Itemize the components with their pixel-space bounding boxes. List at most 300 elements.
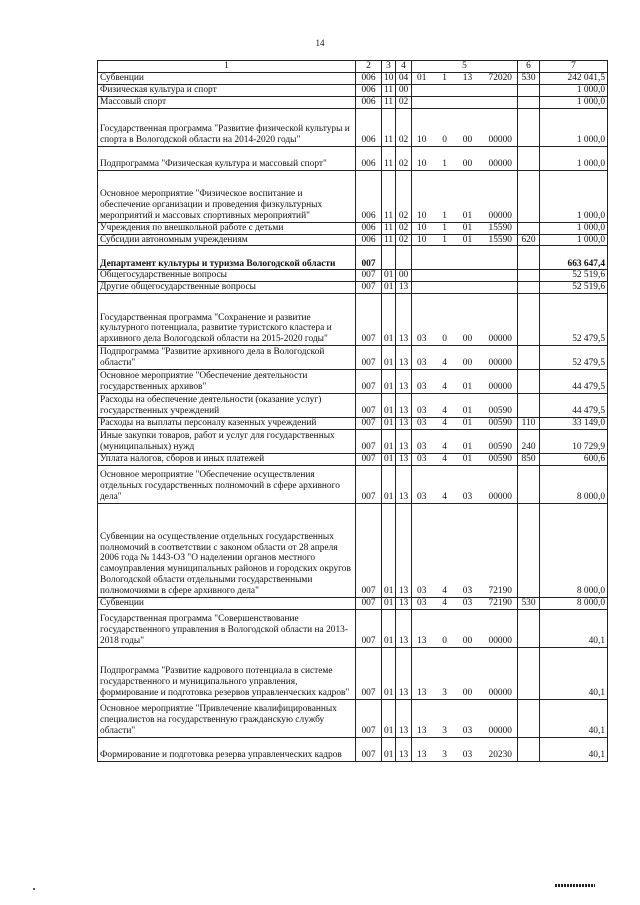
csr-part: 00	[462, 636, 473, 647]
subsection-code: 02	[396, 96, 412, 108]
csr-part: 00590	[488, 454, 512, 465]
amount: 52 519,6	[540, 282, 608, 294]
table-row	[98, 737, 608, 761]
subsection-code: 13	[396, 466, 412, 504]
csr-part: 00000	[488, 636, 512, 647]
row-name: Уплата налогов, сборов и иных платежей	[98, 454, 356, 466]
expense-type-code	[518, 170, 540, 222]
table-row	[98, 466, 608, 504]
target-article-parts	[414, 586, 515, 597]
csr-part: 01	[462, 418, 473, 429]
subsection-code: 00	[396, 270, 412, 282]
ved-code: 006	[356, 84, 382, 96]
section-code: 01	[382, 699, 396, 737]
csr-part: 00000	[488, 492, 512, 503]
row-name: Государственная программа "Развитие физической культуры и спорта в Вологодской области на 2014-2020 годы"	[98, 108, 356, 146]
csr-part: 00000	[488, 210, 512, 221]
csr-part: 03	[417, 418, 427, 429]
section-code: 11	[382, 222, 396, 234]
subsection-code: 13	[396, 609, 412, 647]
csr-part: 03	[417, 454, 427, 465]
section-code: 01	[382, 430, 396, 454]
csr-part: 13	[417, 750, 427, 761]
expense-type-code	[518, 370, 540, 394]
expense-type-code	[518, 394, 540, 418]
target-article-parts	[414, 442, 515, 453]
ved-code: 007	[356, 454, 382, 466]
subsection-code: 02	[396, 222, 412, 234]
ved-code: 007	[356, 246, 382, 270]
table-row	[98, 170, 608, 222]
expense-type-code	[518, 466, 540, 504]
amount: 8 000,0	[540, 504, 608, 598]
target-article-parts	[414, 358, 515, 369]
target-article-parts	[414, 382, 515, 393]
csr-part: 1	[442, 158, 447, 169]
csr-part: 15590	[488, 234, 512, 245]
row-name: Формирование и подготовка резерва управленческих кадров	[98, 737, 356, 761]
ved-code: 006	[356, 108, 382, 146]
amount: 8 000,0	[540, 466, 608, 504]
csr-part: 01	[417, 72, 427, 83]
csr-part: 4	[442, 586, 447, 597]
row-name: Основное мероприятие "Обеспечение осуществления отдельных государственных полномочий в сфере архивного дела"	[98, 466, 356, 504]
amount: 52 519,6	[540, 270, 608, 282]
subsection-code: 04	[396, 72, 412, 84]
section-code: 01	[382, 466, 396, 504]
csr-part: 00	[462, 134, 473, 145]
row-name: Общегосударственные вопросы	[98, 270, 356, 282]
csr-part: 03	[417, 586, 427, 597]
ved-code: 007	[356, 647, 382, 699]
expense-type-code	[518, 294, 540, 346]
ved-code: 006	[356, 146, 382, 170]
row-name: Физическая культура и спорт	[98, 84, 356, 96]
amount: 10 729,9	[540, 430, 608, 454]
section-code: 01	[382, 282, 396, 294]
target-article-code	[412, 430, 518, 454]
expense-type-code	[518, 146, 540, 170]
csr-part: 3	[442, 688, 447, 699]
target-article-code	[412, 504, 518, 598]
section-code: 11	[382, 170, 396, 222]
csr-part: 13	[462, 72, 473, 83]
header-cell: 6	[518, 61, 540, 73]
target-article-parts	[414, 159, 515, 170]
target-article-code	[412, 647, 518, 699]
scan-barcode-mark	[555, 884, 595, 887]
subsection-code: 02	[396, 146, 412, 170]
table-row	[98, 699, 608, 737]
csr-part: 00000	[488, 358, 512, 369]
table-row	[98, 598, 608, 610]
csr-part: 00	[462, 334, 473, 345]
csr-part: 01	[462, 442, 473, 453]
expense-type-code	[518, 246, 540, 270]
header-cell: 3	[382, 61, 396, 73]
row-name: Иные закупки товаров, работ и услуг для государственных (муниципальных) нужд	[98, 430, 356, 454]
csr-part: 13	[417, 688, 427, 699]
subsection-code: 13	[396, 647, 412, 699]
subsection-code: 02	[396, 234, 412, 246]
ved-code: 007	[356, 370, 382, 394]
subsection-code: 13	[396, 418, 412, 430]
ved-code: 007	[356, 598, 382, 610]
table-row	[98, 609, 608, 647]
target-article-code	[412, 72, 518, 84]
subsection-code: 13	[396, 294, 412, 346]
table-row	[98, 146, 608, 170]
csr-part: 00590	[488, 442, 512, 453]
row-name: Учреждения по внешкольной работе с детьми	[98, 222, 356, 234]
amount: 1 000,0	[540, 146, 608, 170]
target-article-parts	[414, 406, 515, 417]
ved-code: 007	[356, 466, 382, 504]
ved-code: 006	[356, 234, 382, 246]
target-article-code	[412, 96, 518, 108]
section-code: 01	[382, 418, 396, 430]
csr-part: 03	[462, 586, 473, 597]
row-name: Субвенции на осуществление отдельных государственных полномочий в соответствии с законом области от 28 апреля 2006 года № 1443-ОЗ "О наделении органов местного самоуправления муниципальных районов и городских округов Вологодской области отдельными государственными полномочиями в сфере архивного дела"	[98, 504, 356, 598]
section-code: 01	[382, 504, 396, 598]
section-code: 11	[382, 146, 396, 170]
expense-type-code	[518, 647, 540, 699]
csr-part: 13	[417, 726, 427, 737]
section-code: 01	[382, 598, 396, 610]
row-name: Массовый спорт	[98, 96, 356, 108]
csr-part: 4	[442, 454, 447, 465]
csr-part: 00000	[488, 334, 512, 345]
csr-part: 00000	[488, 158, 512, 169]
amount: 33 149,0	[540, 418, 608, 430]
target-article-code	[412, 699, 518, 737]
target-article-code	[412, 418, 518, 430]
ved-code: 007	[356, 282, 382, 294]
csr-part: 13	[417, 636, 427, 647]
expense-type-code: 530	[518, 598, 540, 610]
table-row	[98, 282, 608, 294]
amount: 242 041,5	[540, 72, 608, 84]
target-article-code	[412, 246, 518, 270]
table-row	[98, 234, 608, 246]
subsection-code: 13	[396, 737, 412, 761]
subsection-code	[396, 246, 412, 270]
header-cell: 1	[98, 61, 356, 73]
subsection-code: 13	[396, 598, 412, 610]
csr-part: 00	[462, 158, 473, 169]
target-article-code	[412, 108, 518, 146]
table-row	[98, 108, 608, 146]
table-row	[98, 394, 608, 418]
scan-dot	[33, 888, 35, 890]
target-article-parts	[414, 73, 515, 84]
target-article-code	[412, 346, 518, 370]
section-code: 01	[382, 346, 396, 370]
subsection-code: 13	[396, 394, 412, 418]
amount: 1 000,0	[540, 108, 608, 146]
csr-part: 1	[442, 234, 447, 245]
csr-part: 00590	[488, 418, 512, 429]
expense-type-code: 110	[518, 418, 540, 430]
target-article-parts	[414, 418, 515, 429]
csr-part: 10	[417, 234, 427, 245]
expense-type-code	[518, 96, 540, 108]
expense-type-code: 240	[518, 430, 540, 454]
ved-code: 007	[356, 737, 382, 761]
csr-part: 03	[417, 358, 427, 369]
target-article-code	[412, 466, 518, 504]
section-code: 11	[382, 234, 396, 246]
csr-part: 0	[442, 334, 447, 345]
section-code: 01	[382, 454, 396, 466]
subsection-code: 13	[396, 346, 412, 370]
csr-part: 03	[462, 750, 473, 761]
target-article-parts	[414, 223, 515, 234]
header-cell: 5	[412, 61, 518, 73]
table-row	[98, 84, 608, 96]
ved-code: 006	[356, 72, 382, 84]
row-name: Подпрограмма "Развитие кадрового потенциала в системе государственного и муниципального управления, формирование и подготовка резервов управленческих кадров"	[98, 647, 356, 699]
budget-table	[97, 60, 608, 762]
row-name: Государственная программа "Сохранение и развитие культурного потенциала, развитие туристского кластера и архивного дела Вологодской области на 2015-2020 годы"	[98, 294, 356, 346]
amount: 40,1	[540, 609, 608, 647]
csr-part: 0	[442, 636, 447, 647]
ved-code: 007	[356, 418, 382, 430]
target-article-parts	[414, 492, 515, 503]
amount: 52 479,5	[540, 346, 608, 370]
row-name: Основное мероприятие "Физическое воспитание и обеспечение организации и проведения физкультурных мероприятий и массовых спортивных мероприятий"	[98, 170, 356, 222]
subsection-code: 13	[396, 454, 412, 466]
csr-part: 10	[417, 210, 427, 221]
table-row	[98, 647, 608, 699]
row-name: Другие общегосударственные вопросы	[98, 282, 356, 294]
target-article-parts	[414, 688, 515, 699]
target-article-code	[412, 282, 518, 294]
table-row	[98, 346, 608, 370]
row-name: Подпрограмма "Развитие архивного дела в Вологодской области"	[98, 346, 356, 370]
expense-type-code	[518, 609, 540, 647]
section-code: 01	[382, 270, 396, 282]
amount: 40,1	[540, 699, 608, 737]
table-row	[98, 454, 608, 466]
table-row	[98, 294, 608, 346]
csr-part: 01	[462, 222, 473, 233]
csr-part: 4	[442, 382, 447, 393]
amount: 1 000,0	[540, 84, 608, 96]
csr-part: 1	[442, 210, 447, 221]
target-article-code	[412, 146, 518, 170]
csr-part: 20230	[488, 750, 512, 761]
expense-type-code	[518, 699, 540, 737]
target-article-code	[412, 609, 518, 647]
page-number: 14	[315, 38, 325, 48]
section-code: 10	[382, 72, 396, 84]
csr-part: 4	[442, 442, 447, 453]
row-name: Расходы на обеспечение деятельности (оказание услуг) государственных учреждений	[98, 394, 356, 418]
csr-part: 72020	[488, 72, 512, 83]
target-article-parts	[414, 750, 515, 761]
section-code: 01	[382, 609, 396, 647]
target-article-code	[412, 294, 518, 346]
subsection-code: 13	[396, 699, 412, 737]
amount: 40,1	[540, 737, 608, 761]
subsection-code: 02	[396, 170, 412, 222]
amount: 663 647,4	[540, 246, 608, 270]
csr-part: 10	[417, 158, 427, 169]
ved-code: 007	[356, 699, 382, 737]
csr-part: 00000	[488, 688, 512, 699]
csr-part: 15590	[488, 222, 512, 233]
expense-type-code: 620	[518, 234, 540, 246]
csr-part: 01	[462, 382, 473, 393]
csr-part: 00000	[488, 134, 512, 145]
subsection-code: 00	[396, 84, 412, 96]
amount: 1 000,0	[540, 222, 608, 234]
expense-type-code	[518, 737, 540, 761]
header-cell: 7	[540, 61, 608, 73]
amount: 1 000,0	[540, 234, 608, 246]
target-article-parts	[414, 235, 515, 246]
csr-part: 01	[462, 454, 473, 465]
expense-type-code	[518, 504, 540, 598]
ved-code: 007	[356, 294, 382, 346]
row-name: Основное мероприятие "Привлечение квалифицированных специалистов на государственную гражданскую службу области"	[98, 699, 356, 737]
amount: 44 479,5	[540, 370, 608, 394]
subsection-code: 13	[396, 504, 412, 598]
target-article-parts	[414, 211, 515, 222]
ved-code: 007	[356, 609, 382, 647]
target-article-parts	[414, 636, 515, 647]
ved-code: 007	[356, 394, 382, 418]
section-code: 11	[382, 84, 396, 96]
target-article-code	[412, 234, 518, 246]
table-row	[98, 96, 608, 108]
amount: 8 000,0	[540, 598, 608, 610]
csr-part: 03	[417, 492, 427, 503]
target-article-code	[412, 84, 518, 96]
target-article-code	[412, 394, 518, 418]
csr-part: 72190	[488, 586, 512, 597]
table-row	[98, 504, 608, 598]
csr-part: 4	[442, 598, 447, 609]
row-name: Департамент культуры и туризма Вологодской области	[98, 246, 356, 270]
csr-part: 03	[417, 334, 427, 345]
subsection-code: 13	[396, 282, 412, 294]
expense-type-code	[518, 270, 540, 282]
table-row	[98, 270, 608, 282]
target-article-parts	[414, 135, 515, 146]
csr-part: 00	[462, 688, 473, 699]
row-name: Субсидии автономным учреждениям	[98, 234, 356, 246]
csr-part: 4	[442, 406, 447, 417]
ved-code: 007	[356, 430, 382, 454]
csr-part: 3	[442, 750, 447, 761]
subsection-code: 02	[396, 108, 412, 146]
csr-part: 03	[417, 442, 427, 453]
amount: 40,1	[540, 647, 608, 699]
target-article-code	[412, 598, 518, 610]
target-article-code	[412, 170, 518, 222]
ved-code: 007	[356, 270, 382, 282]
csr-part: 00000	[488, 382, 512, 393]
csr-part: 01	[462, 406, 473, 417]
expense-type-code	[518, 282, 540, 294]
expense-type-code	[518, 346, 540, 370]
csr-part: 03	[462, 598, 473, 609]
table-row	[98, 370, 608, 394]
section-code: 01	[382, 394, 396, 418]
amount: 1 000,0	[540, 96, 608, 108]
row-name: Основное мероприятие "Обеспечение деятельности государственных архивов"	[98, 370, 356, 394]
csr-part: 10	[417, 134, 427, 145]
csr-part: 4	[442, 418, 447, 429]
amount: 44 479,5	[540, 394, 608, 418]
expense-type-code	[518, 108, 540, 146]
csr-part: 01	[462, 210, 473, 221]
header-row	[98, 61, 608, 73]
amount: 600,6	[540, 454, 608, 466]
csr-part: 00000	[488, 726, 512, 737]
subsection-code: 13	[396, 430, 412, 454]
csr-part: 72190	[488, 598, 512, 609]
subsection-code: 13	[396, 370, 412, 394]
ved-code: 006	[356, 222, 382, 234]
row-name: Расходы на выплаты персоналу казенных учреждений	[98, 418, 356, 430]
csr-part: 01	[462, 234, 473, 245]
expense-type-code: 850	[518, 454, 540, 466]
target-article-code	[412, 270, 518, 282]
section-code: 01	[382, 370, 396, 394]
section-code: 01	[382, 737, 396, 761]
row-name: Субвенции	[98, 72, 356, 84]
row-name: Государственная программа "Совершенствование государственного управления в Вологодской области на 2013-2018 годы"	[98, 609, 356, 647]
target-article-parts	[414, 598, 515, 609]
table-row	[98, 430, 608, 454]
target-article-code	[412, 222, 518, 234]
ved-code: 006	[356, 96, 382, 108]
csr-part: 03	[417, 406, 427, 417]
ved-code: 007	[356, 504, 382, 598]
row-name: Подпрограмма "Физическая культура и массовый спорт"	[98, 146, 356, 170]
table-row	[98, 418, 608, 430]
csr-part: 10	[417, 222, 427, 233]
csr-part: 1	[442, 222, 447, 233]
target-article-code	[412, 454, 518, 466]
ved-code: 006	[356, 170, 382, 222]
csr-part: 03	[417, 598, 427, 609]
expense-type-code	[518, 222, 540, 234]
csr-part: 4	[442, 492, 447, 503]
target-article-code	[412, 737, 518, 761]
csr-part: 4	[442, 358, 447, 369]
csr-part: 1	[442, 72, 447, 83]
ved-code: 007	[356, 346, 382, 370]
section-code: 01	[382, 647, 396, 699]
row-name: Субвенции	[98, 598, 356, 610]
csr-part: 03	[462, 492, 473, 503]
section-code: 11	[382, 108, 396, 146]
section-code	[382, 246, 396, 270]
amount: 1 000,0	[540, 170, 608, 222]
section-code: 11	[382, 96, 396, 108]
csr-part: 3	[442, 726, 447, 737]
target-article-parts	[414, 454, 515, 465]
table-row	[98, 222, 608, 234]
csr-part: 03	[462, 726, 473, 737]
section-code: 01	[382, 294, 396, 346]
table-row	[98, 72, 608, 84]
target-article-parts	[414, 726, 515, 737]
